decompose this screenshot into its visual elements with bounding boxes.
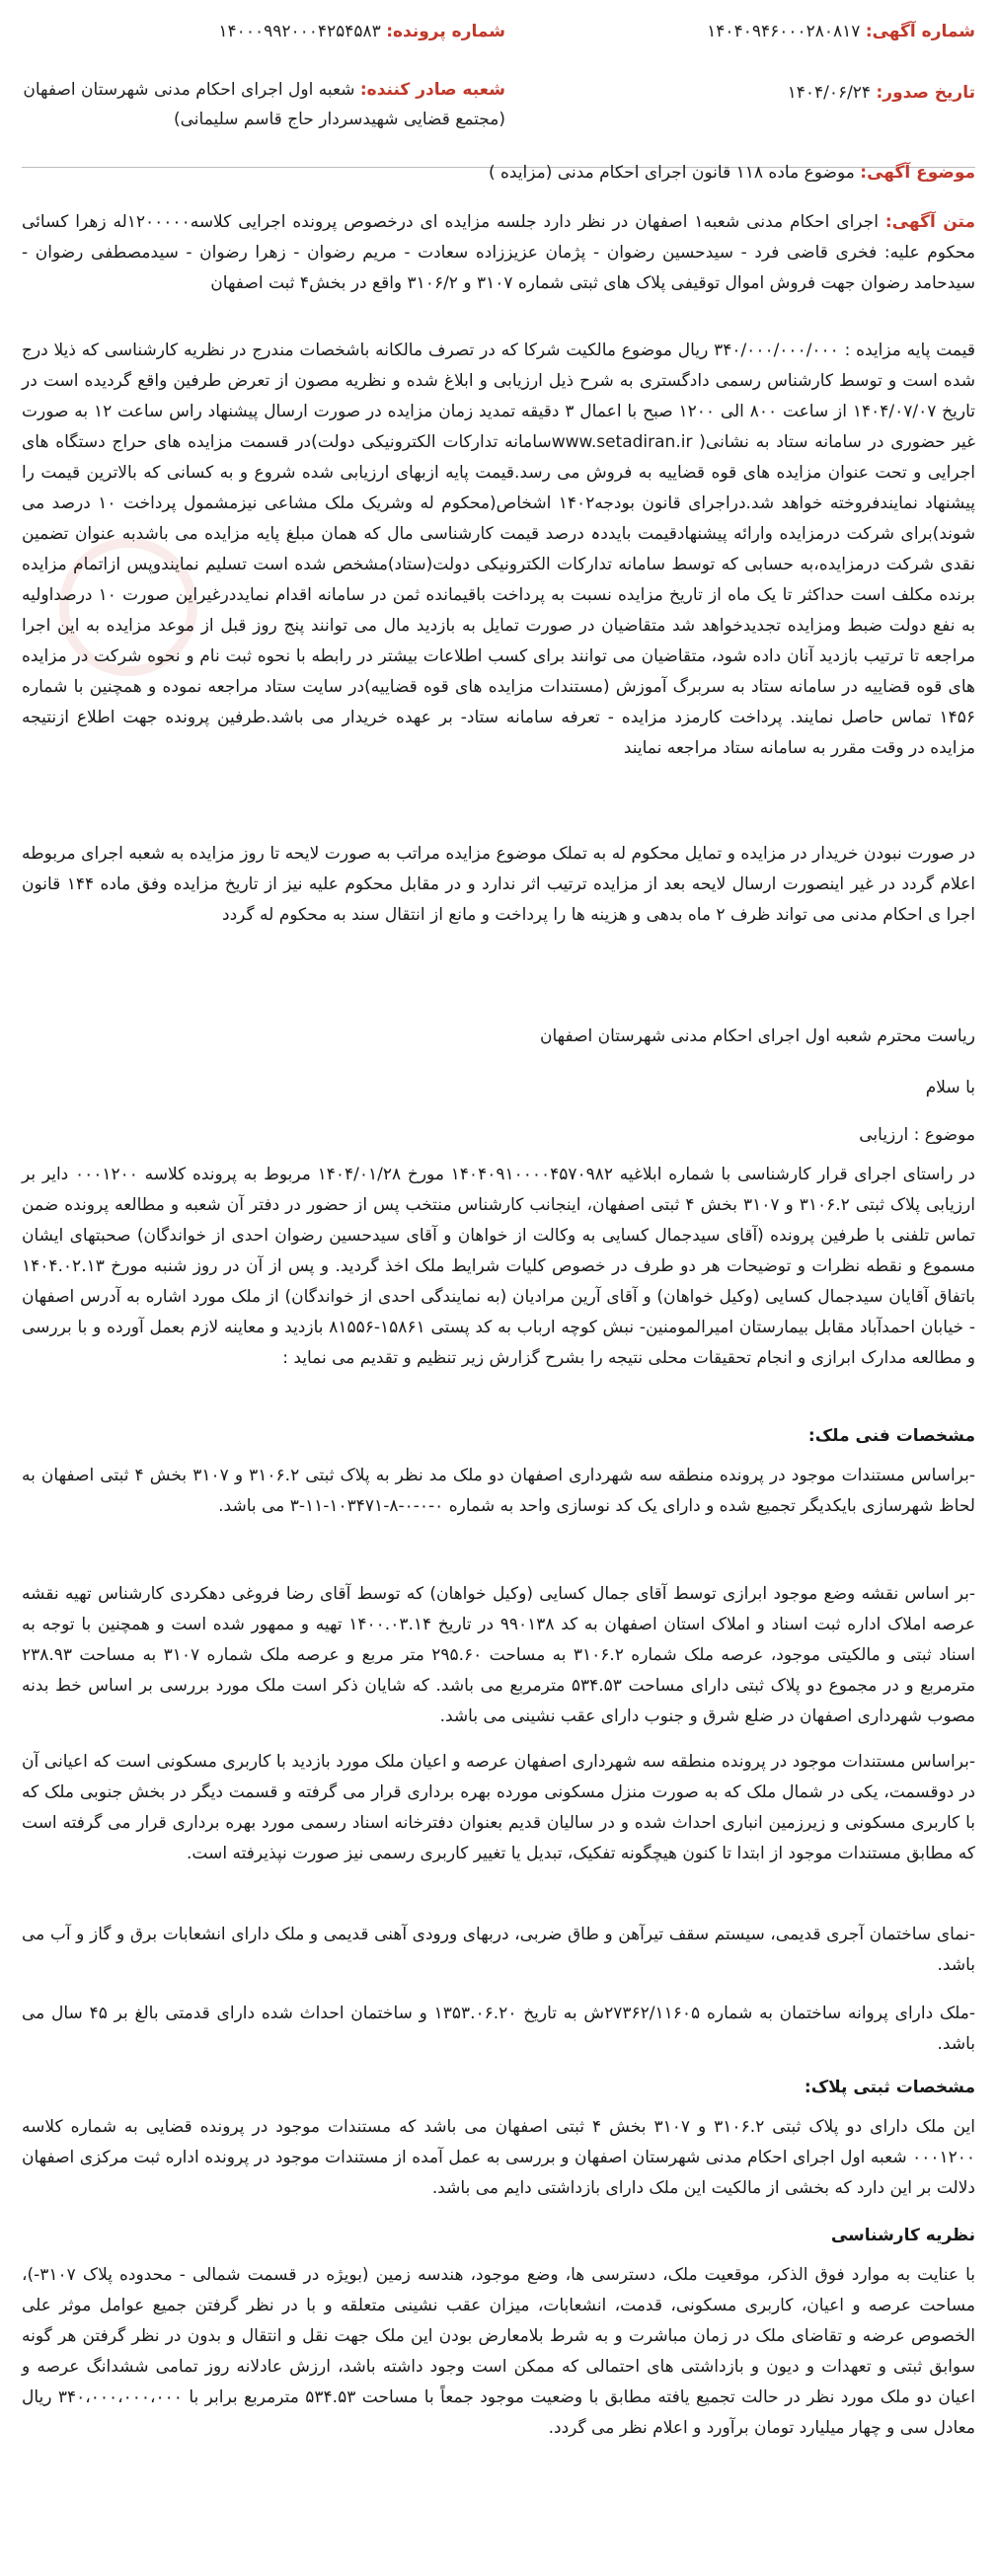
tech-item-3: -براساس مستندات موجود در پرونده منطقه سه شهرداری اصفهان عرصه و اعیان ملک مورد بازدید با کاربری مسکونی است که اعیانی آن در دوقسمت، یکی در شمال ملک که به صورت منزل مسکونی مورده بهره برداری قرار می گرفته و قسمت دیگر در بخش جنوبی ملک که با کاربری مسکونی و زیرزمین انباری احداث شده و در سالیان قدیم بعنوان دفترخانه اسناد رسمی مورد بهره برداری قرار می گرفته است که مطابق مستندات موجود از ابتدا تا کنون هیچگونه تفکیک، تبدیل یا تغییر کاربری رسمی نیز صورت نپذیرفته است. bbox=[22, 1752, 975, 1863]
ad-header bbox=[22, 14, 975, 168]
letter-intro: در راستای اجرای قرار کارشناسی با شماره ابلاغیه ۱۴۰۴۰۹۱۰۰۰۰۴۵۷۰۹۸۲ مورخ ۱۴۰۴/۰۱/۲۸ مربوط به پرونده کلاسه ۰۰۰۱۲۰۰ دایر بر ارزیابی پلاک ثبتی ۳۱۰۶.۲ و ۳۱۰۷ بخش ۴ ثبتی اصفهان، اینجانب کارشناس منتخب پس از حضور در دفتر آن شعبه و مطالعه پرونده ضمن تماس تلفنی با طرفین پرونده (آقای سیدجمال کسایی به وکالت از خواهان و آقای سیدحسین رضوان احدی از خواندگان) صحبتهای ایشان مسموع و نقطه نظرات و توضیحات هر دو طرف در خصوص کلیات شرایط ملک اخذ گردید. و پس از آن در روز شنبه مورخ ۱۴۰۴.۰۲.۱۳ باتفاق آقایان سیدجمال کسایی (وکیل خواهان) و آقای آرین مرادیان (به نمایندگی احدی از خواندگان) از ملک مورد اشاره به آدرس اصفهان - خیابان احمدآباد مقابل بیمارستان امیرالمومنین- نبش کوچه ارباب به کد پستی ۱۵۸۶۱-۸۱۵۵۶ بازدید و معاینه لازم بعمل آورده و با بررسی و مطالعه مدارک ابرازی و انجام تحقیقات محلی نتیجه را بشرح گزارش زیر تنظیم و تقدیم می نماید : bbox=[22, 1165, 975, 1368]
tech-item-5: -ملک دارای پروانه ساختمان به شماره ۲۷۳۶۲/۱۱۶۰۵ش به تاریخ ۱۳۵۳.۰۶.۲۰ و ساختمان احداث شده دارای قدمتی بالغ بر ۴۵ سال می باشد. bbox=[22, 2004, 976, 2054]
letter-subject: موضوع : ارزیابی bbox=[859, 1125, 975, 1145]
ad-body-p2: قیمت پایه مزایده : ۳۴۰/۰۰۰/۰۰۰/۰۰۰ ریال موضوع مالکیت شرکا که در تصرف مالکانه باشخصات مندرج در نظریه کارشناسی که ذیلا درج شده است و توسط کارشناس رسمی دادگستری به شرح ذیل ارزیابی و ابلاغ شده و نظریه مصون از تعرض طرفین واقع گردیده است در تاریخ ۱۴۰۴/۰۷/۰۷ از ساعت ۸۰۰ الی ۱۲۰۰ صبح با اعمال ۳ دقیقه تمدید زمان مزایده در صورت ارسال پیشنهاد راس ساعت ۱۲ به صورت غیر حضوری در سامانه ستاد به نشانی( www.setadiran.irسامانه تدارکات الکترونیکی دولت)در قسمت مزایده های حراج دستگاه های اجرایی و تحت عنوان مزایده های قوه قضاییه به فروش می رسد.قیمت پایه ازبهای ارزیابی شده شروع و به کسانی که بالاترین قیمت را پیشنهاد نمایندفروخته خواهد شد.دراجرای قانون بودجه۱۴۰۲ اشخاص(محکوم له وشریک ملک مشاعی نیزمشمول پرداخت ۱۰ درصد می شوند)برای شرکت درمزایده وارائه پیشنهادقیمت بایددہ درصد قیمت کارشناسی مال که همان مبلغ پایه مزایده می باشدبه عنوان تضمین نقدی شرکت درمزایده،به حسابی که توسط سامانه تدارکات الکترونیکی دولت(ستاد)مشخص شده است تسلیم نمایندوپس ازاتمام مزایده برنده مکلف است حداکثر تا یک ماه از تاریخ مزایده نسبت به پرداخت باقیمانده ثمن در سامانه اقدام نمایددرغیراین صورت ۱۰ درصداولیه به نفع دولت ضبط ومزایده تجدیدخواهد شد متقاضیان در صورت تمایل به بازدید مال می توانند پنج روز قبل از موعد مزایده به این اجرا مراجعه تا ترتیب بازدید آنان داده شود، متقاضیان می توانند برای کسب اطلاعات بیشتر در رابطه با نحوه ثبت نام و نحوه شرکت در مزایده های قوه قضاییه در سامانه ستاد به سربرگ آموزش (مستندات مزایده های قوه قضاییه)در سایت ستاد مراجعه نموده و همچنین با شماره ۱۴۵۶ تماس حاصل نمایند. پرداخت کارمزد مزایده - تعرفه سامانه ستاد- بر عهده خریدار می باشد.طرفین پرونده جهت اطلاع ازنتیجه مزایده در وقت مقرر به سامانه ستاد مراجعه نمایند bbox=[22, 341, 975, 758]
ad-body-p1: متن آگهی: اجرای احکام مدنی شعبه۱ اصفهان در نظر دارد جلسه مزایده ای درخصوص پرونده اجرایی کلاسه۱۲۰۰۰۰۰له زهرا کسائی محکوم علیه: فخری قاضی فرد - سیدحسین رضوان - پژمان عزیززاده سعادت - مریم رضوان - زهرا رضوان - سیدمصطفی رضوان - سیدحامد رضوان جهت فروش اموال توقیفی پلاک های ثبتی شماره ۳۱۰۷ و ۳۱۰۶/۲ واقع در بخش۴ ثبت اصفهان bbox=[22, 212, 976, 293]
letter-greeting: با سلام bbox=[925, 1078, 975, 1098]
ad-body-p3: در صورت نبودن خریدار در مزایده و تمایل محکوم له به تملک موضوع مزایده مراتب به صورت لایحه تا روز مزایده به شعبه اجرای مربوطه اعلام گردد در غیر اینصورت ارسال لایحه بعد از مزایده ترتیب اثر ندارد و در مقابل محکوم علیه نیز از تاریخ مزایده وفق ماده ۱۴۴ قانون اجرا ی احکام مدنی می تواند ظرف ۲ ماه بدهی و هزینه ها را پرداخت و مانع از انتقال سند به محکوم له گردد bbox=[22, 844, 975, 925]
registration-text: این ملک دارای دو پلاک ثبتی ۳۱۰۶.۲ و ۳۱۰۷ بخش ۴ ثبتی اصفهان می باشد که مستندات موجود در پرونده قضایی به شماره کلاسه ۰۰۰۱۲۰۰ شعبه اول اجرای احکام مدنی شهرستان اصفهان و بررسی به عمل آمده از مستندات موجود در پرونده اداره ثبت مرکزی اصفهان دلالت بر این دارد که بخشی از مالکیت این ملک دارای بازداشتی دایم می باشد. bbox=[22, 2117, 975, 2198]
header-row-issue bbox=[22, 80, 975, 162]
ad-number: شماره آگهی: ۱۴۰۴۰۹۴۶۰۰۰۲۸۰۸۱۷ bbox=[707, 22, 975, 41]
opinion-text: با عنایت به موارد فوق الذکر، موقعیت ملک، دسترسی ها، وضع موجود، هندسه زمین (بویژه در قسمت شمالی - محدوده پلاک ۳۱۰۷-)، مساحت عرصه و اعیان، کاربری مسکونی، قدمت، انشعابات، میزان عقب نشینی متعلقه و با در نظر گرفتن جمیع عوامل موثر علی الخصوص عرضه و تقاضای ملک در زمان مباشرت و به شرط بلامعارض بودن این ملک جهت نقل و انتقال و بدون در نظر گرفتن هر گونه سوابق ثبتی و تعهدات و دیون و بازداشتی های احتمالی که ممکن است وجود داشته باشد، ارزش عادلانه روز تمامی ششدانگ عرصه و اعیان دو ملک مورد نظر در حالت تجمیع یافته مطابق با وضعیت موجود جمعاً با مساحت ۵۳۴.۵۳ مترمربع برابر با ۳۴۰،۰۰۰،۰۰۰،۰۰۰ ریال معادل سی و چهار میلیارد تومان برآورد و اعلام نظر می گردد. bbox=[22, 2265, 975, 2438]
opinion-heading: نظریه کارشناسی bbox=[830, 2226, 975, 2245]
case-number: شماره پرونده: ۱۴۰۰۰۹۹۲۰۰۰۴۲۵۴۵۸۳ bbox=[218, 22, 505, 41]
issue-date: تاریخ صدور: ۱۴۰۴/۰۶/۲۴ bbox=[787, 83, 975, 103]
tech-heading: مشخصات فنی ملک: bbox=[807, 1426, 975, 1446]
letter-recipient: ریاست محترم شعبه اول اجرای احکام مدنی شهرستان اصفهان bbox=[539, 1026, 975, 1046]
registration-heading: مشخصات ثبتی پلاک: bbox=[804, 2078, 975, 2097]
tech-item-1: -براساس مستندات موجود در پرونده منطقه سه شهرداری اصفهان دو ملک مد نظر به پلاک ثبتی ۳۱۰۶.۲ و ۳۱۰۷ بخش ۴ ثبتی اصفهان به لحاظ شهرسازی بایکدیگر تجمیع شده و دارای یک کد نوسازی واحد به شماره ۰-۰-۰-۸-۱۰۳۴۷۱-۱۱-۳ می باشد. bbox=[22, 1466, 976, 1516]
header-row-numbers bbox=[22, 22, 975, 51]
ad-subject: موضوع آگهی: موضوع ماده ۱۱۸ قانون اجرای احکام مدنی (مزایده ) bbox=[488, 163, 975, 183]
tech-item-4: -نمای ساختمان آجری قدیمی، سیستم سقف تیرآهن و طاق ضربی، دربهای ورودی آهنی قدیمی و ملک دارای انشعابات برق و گاز و آب می باشد. bbox=[22, 1925, 975, 1975]
tech-item-2: -بر اساس نقشه وضع موجود ابرازی توسط آقای جمال کسایی (وکیل خواهان) که توسط آقای رضا فروغی دهکردی کارشناس تهیه نقشه عرصه املاک اداره ثبت اسناد و املاک استان اصفهان به کد ۹۹۰۱۳۸ در تاریخ ۱۴۰۰.۰۳.۱۴ تهیه و ممهور شده است و همچنین با توجه به اسناد ثبتی و مالکیتی موجود، عرصه ملک شماره ۳۱۰۶.۲ به مساحت ۲۹۵.۶۰ متر مربع و عرصه ملک شماره ۳۱۰۷ به مساحت ۲۳۸.۹۳ مترمربع و در مجموع دو پلاک ثبتی دارای مساحت ۵۳۴.۵۳ مترمربع می باشد. که شایان ذکر است ملک مورد بررسی بر اساس خط بدنه مصوب شهرداری اصفهان در ضلع شرق و جنوب دارای عقب نشینی می باشد. bbox=[22, 1584, 975, 1726]
issuer-branch: شعبه صادر کننده: شعبه اول اجرای احکام مدنی شهرستان اصفهان (مجتمع قضایی شهیدسردار حاج قاسم سلیمانی) bbox=[23, 80, 505, 129]
